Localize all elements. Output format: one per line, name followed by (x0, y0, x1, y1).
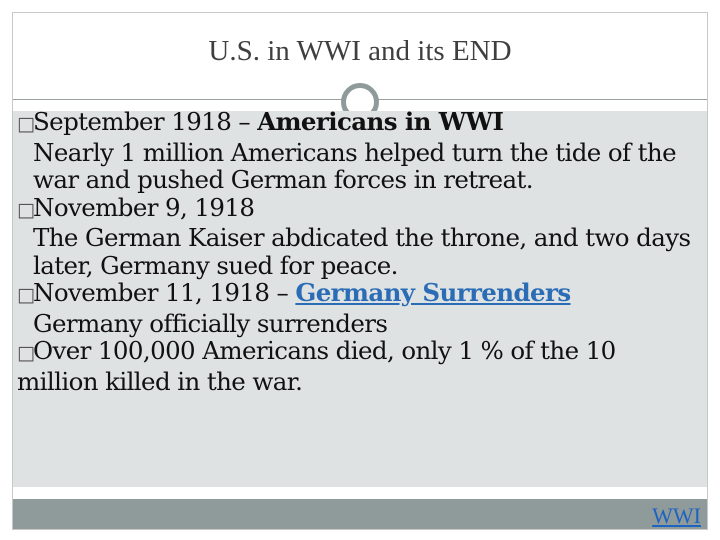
slide-title: U.S. in WWI and its END (208, 35, 512, 67)
bullet-item-2 (17, 194, 703, 280)
content-area (13, 107, 707, 487)
item-heading: November 9, 1918 (33, 192, 255, 222)
bullet-icon: □ (17, 198, 35, 221)
wwi-link[interactable]: WWI (652, 503, 701, 528)
footer-bar (13, 499, 707, 529)
slide (12, 12, 708, 530)
bullet-icon: □ (17, 113, 35, 135)
item-heading: November 11, 1918 – (33, 278, 296, 307)
bullet-item-1 (17, 108, 703, 194)
bullet-item-4 (17, 337, 703, 395)
item-heading: September 1918 – (33, 107, 258, 136)
bullet-item-3 (17, 279, 703, 337)
item-detail: The German Kaiser abdicated the throne, and two days later, Germany sued for peace. (33, 223, 691, 280)
item-heading-bold: Americans in WWI (257, 107, 504, 136)
item-detail: Nearly 1 million Americans helped turn the tide of the war and pushed German forces in retreat. (33, 137, 676, 194)
item-heading: Over 100,000 Americans died, only 1 % of the 10 million killed in the war. (17, 336, 616, 396)
item-detail: Germany officially surrenders (33, 308, 388, 338)
bullet-icon: □ (17, 342, 35, 364)
germany-surrenders-link[interactable]: Germany Surrenders (295, 278, 571, 307)
bullet-icon: □ (17, 284, 35, 306)
